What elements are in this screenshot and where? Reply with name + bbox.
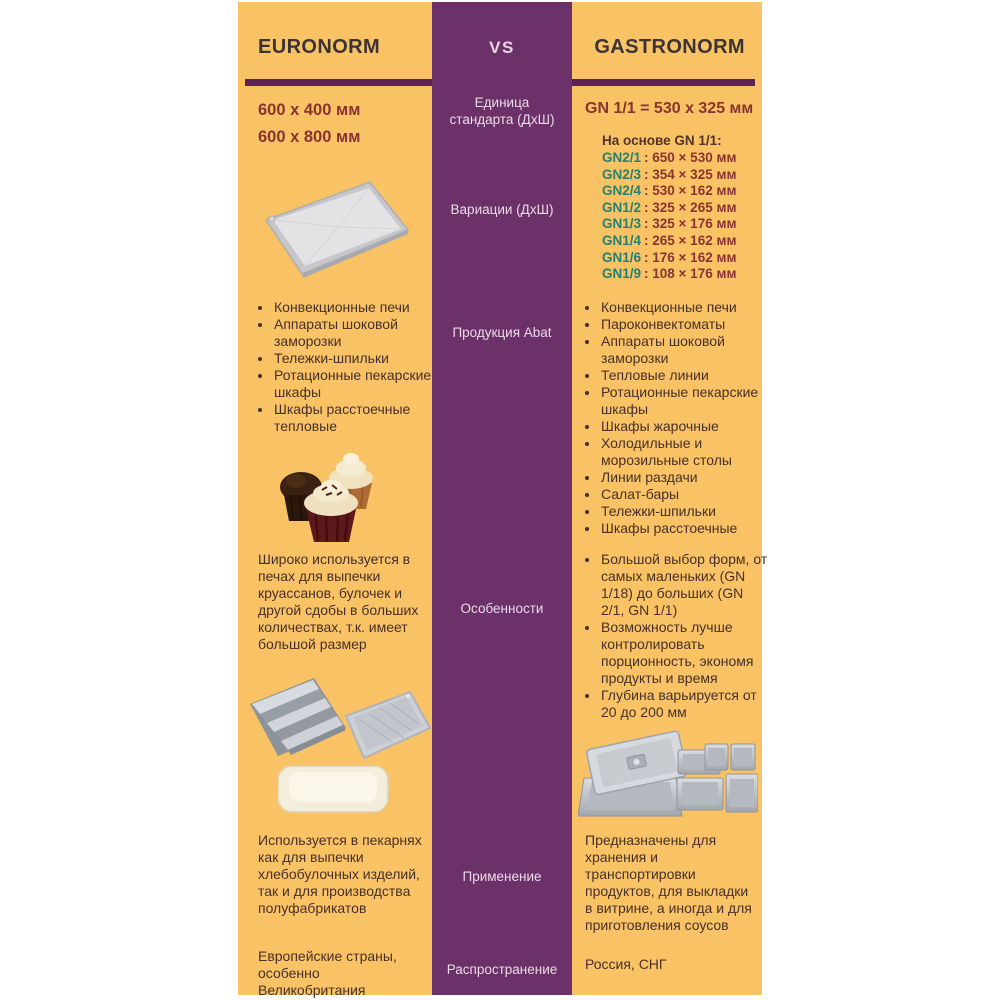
gn-variation-row: GN2/3 : 354 × 325 мм — [602, 166, 737, 182]
gastronorm-features-list — [585, 551, 768, 721]
bakery-trays-image — [242, 670, 432, 818]
comparison-infographic — [238, 2, 768, 998]
list-item: • Пароконвектоматы — [600, 316, 765, 333]
euronorm-standard-unit — [258, 97, 360, 151]
euronorm-products-list — [258, 299, 433, 435]
list-item: • Возможность лучше контролировать порционность, экономя продукты и время — [600, 619, 768, 687]
list-item: • Линии раздачи — [600, 469, 765, 486]
gn-variation-row: GN2/1 : 650 × 530 мм — [602, 150, 737, 165]
row-label-products: Продукция Abat — [452, 325, 552, 340]
list-item: • Тележки-шпильки — [600, 503, 765, 520]
gastronorm-products-list — [585, 299, 765, 537]
gn-variation-row: GN1/4 : 265 × 162 мм — [602, 232, 737, 248]
list-item: • Глубина варьируется от 20 до 200 мм — [600, 687, 768, 721]
gn-variation-row: GN1/2 : 325 × 265 мм — [602, 199, 737, 215]
list-item: • Аппараты шоковой заморозки — [600, 333, 765, 367]
list-item: • Салат-бары — [600, 486, 765, 503]
euronorm-application-text: Используется в пекарнях как для выпечки хлебобулочных изделий, так и для производства полуфабрикатов — [258, 832, 422, 916]
euronorm-title: EURONORM — [258, 36, 381, 58]
row-label-standard-unit: Единица стандарта (ДхШ) — [449, 95, 555, 127]
baking-sheet-image — [250, 170, 420, 288]
gastronorm-application-text: Предназначены для хранения и транспортировки продуктов, для выкладки в витрине, а иногда и для приготовления соусов — [585, 832, 752, 933]
gastronorm-distribution-text: Россия, СНГ — [585, 956, 667, 972]
vs-column — [432, 2, 572, 995]
euronorm-size-2: 600 x 800 мм — [258, 128, 361, 146]
list-item: • Конвекционные печи — [273, 299, 433, 316]
euronorm-column — [238, 2, 432, 998]
gastronorm-column — [572, 2, 768, 995]
list-item: • Шкафы расстоечные — [600, 520, 765, 537]
list-item: • Тепловые линии — [600, 367, 765, 384]
list-item: • Ротационные пекарские шкафы — [273, 367, 433, 401]
gn-variations-list — [602, 150, 736, 283]
divider-bar-right — [572, 79, 755, 86]
list-item: • Шкафы расстоечные тепловые — [273, 401, 433, 435]
row-label-variations: Вариации (ДхШ) — [450, 202, 554, 217]
row-label-distribution: Распространение — [446, 962, 558, 977]
gn-variation-row: GN2/4 : 530 × 162 мм — [602, 183, 737, 199]
vs-label: VS — [489, 38, 515, 57]
list-item: • Аппараты шоковой заморозки — [273, 316, 433, 350]
list-item: • Ротационные пекарские шкафы — [600, 384, 765, 418]
gn-variation-row: GN1/9 : 108 × 176 мм — [602, 266, 737, 282]
row-label-application: Применение — [462, 869, 542, 884]
gastronorm-title: GASTRONORM — [594, 36, 745, 58]
euronorm-size-1: 600 x 400 мм — [258, 101, 361, 119]
cupcakes-image — [266, 445, 391, 545]
divider-bar-left — [245, 79, 432, 86]
list-item: • Большой выбор форм, от самых маленьких (GN 1/18) до больших (GN 2/1, GN 1/1) — [600, 551, 768, 619]
gastronorm-standard-unit: GN 1/1 = 530 x 325 мм — [585, 100, 754, 117]
gn-variations-intro: На основе GN 1/1: — [602, 133, 722, 148]
list-item: • Шкафы жарочные — [600, 418, 765, 435]
euronorm-distribution-text: Европейские страны, особенно Великобритания — [258, 948, 397, 998]
gastronorm-pans-image — [578, 724, 758, 824]
list-item: • Конвекционные печи — [600, 299, 765, 316]
gn-variation-row: GN1/3 : 325 × 176 мм — [602, 216, 737, 232]
list-item: • Холодильные и морозильные столы — [600, 435, 765, 469]
gn-variation-row: GN1/6 : 176 × 162 мм — [602, 249, 737, 265]
list-item: • Тележки-шпильки — [273, 350, 433, 367]
row-label-features: Особенности — [460, 601, 544, 616]
euronorm-features-text: Широко используется в печах для выпечки круассанов, булочек и другой сдобы в больших количествах, т.к. имеет большой размер — [258, 551, 419, 652]
